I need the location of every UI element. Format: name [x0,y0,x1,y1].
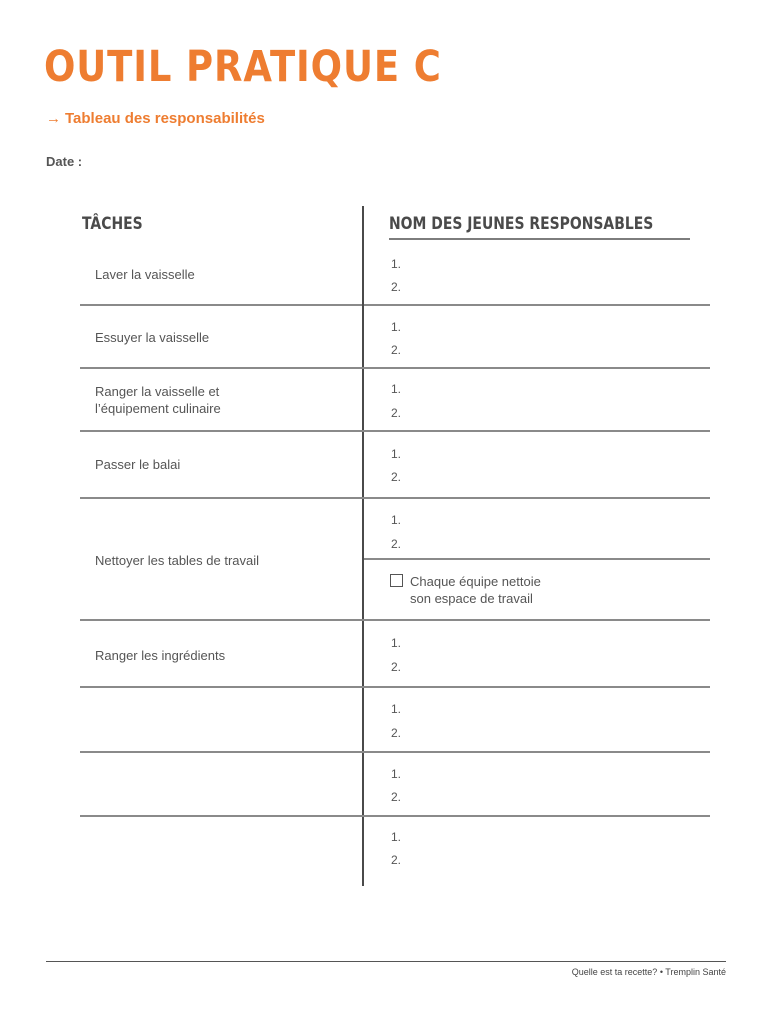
team-checkbox[interactable] [390,574,403,587]
task-label [95,383,221,417]
responsible-2-label: 2. [391,406,402,420]
row-divider [80,815,710,817]
footer-text: Quelle est ta recette? • Tremplin Santé [571,967,726,977]
responsible-1-label: 1. [391,513,402,527]
responsible-1-label: 1. [391,636,402,650]
task-label: Passer le balai [95,457,181,472]
responsible-2-label: 2. [391,790,402,804]
task-label: Ranger les ingrédients [95,648,226,663]
responsible-2-label: 2. [391,470,402,484]
column-divider [362,206,364,886]
responsible-1-label: 1. [391,320,402,334]
responsible-2-label: 2. [391,343,402,357]
checkbox-label-line: son espace de travail [410,591,533,606]
responsible-1-label: 1. [391,382,402,396]
responsible-2-label: 2. [391,537,402,551]
row-divider [80,304,362,306]
responsible-1-label: 1. [391,702,402,716]
task-label-line: l’équipement culinaire [95,401,221,416]
task-label: Nettoyer les tables de travail [95,553,260,568]
arrow-right-icon: → [46,110,61,127]
column-header-tasks: TÂCHES [82,214,143,234]
responsible-1-label: 1. [391,767,402,781]
responsible-2-label: 2. [391,726,402,740]
row-divider [80,686,710,688]
task-label-line: Ranger la vaisselle et [95,384,220,399]
row-divider [80,619,710,621]
row-divider [80,751,710,753]
responsible-1-label: 1. [391,257,402,271]
responsible-2-label: 2. [391,280,402,294]
responsible-1-label: 1. [391,830,402,844]
row-divider [80,430,710,432]
responsible-2-label: 2. [391,853,402,867]
row-divider [80,367,710,369]
footer-divider [46,961,726,962]
row-divider [364,558,710,560]
column-header-names: NOM DES JEUNES RESPONSABLES [389,214,654,234]
checkbox-label [410,573,610,607]
task-label: Laver la vaisselle [95,267,195,282]
task-label: Essuyer la vaisselle [95,330,210,345]
date-label: Date : [46,154,83,169]
page-title: OUTIL PRATIQUE C [44,42,442,92]
row-divider [80,497,710,499]
checkbox-label-line: Chaque équipe nettoie [410,574,541,589]
responsible-1-label: 1. [391,447,402,461]
row-divider [364,304,710,306]
subtitle-text: Tableau des responsabilités [65,110,265,127]
responsible-2-label: 2. [391,660,402,674]
header-divider [389,238,690,240]
subtitle [46,110,265,127]
